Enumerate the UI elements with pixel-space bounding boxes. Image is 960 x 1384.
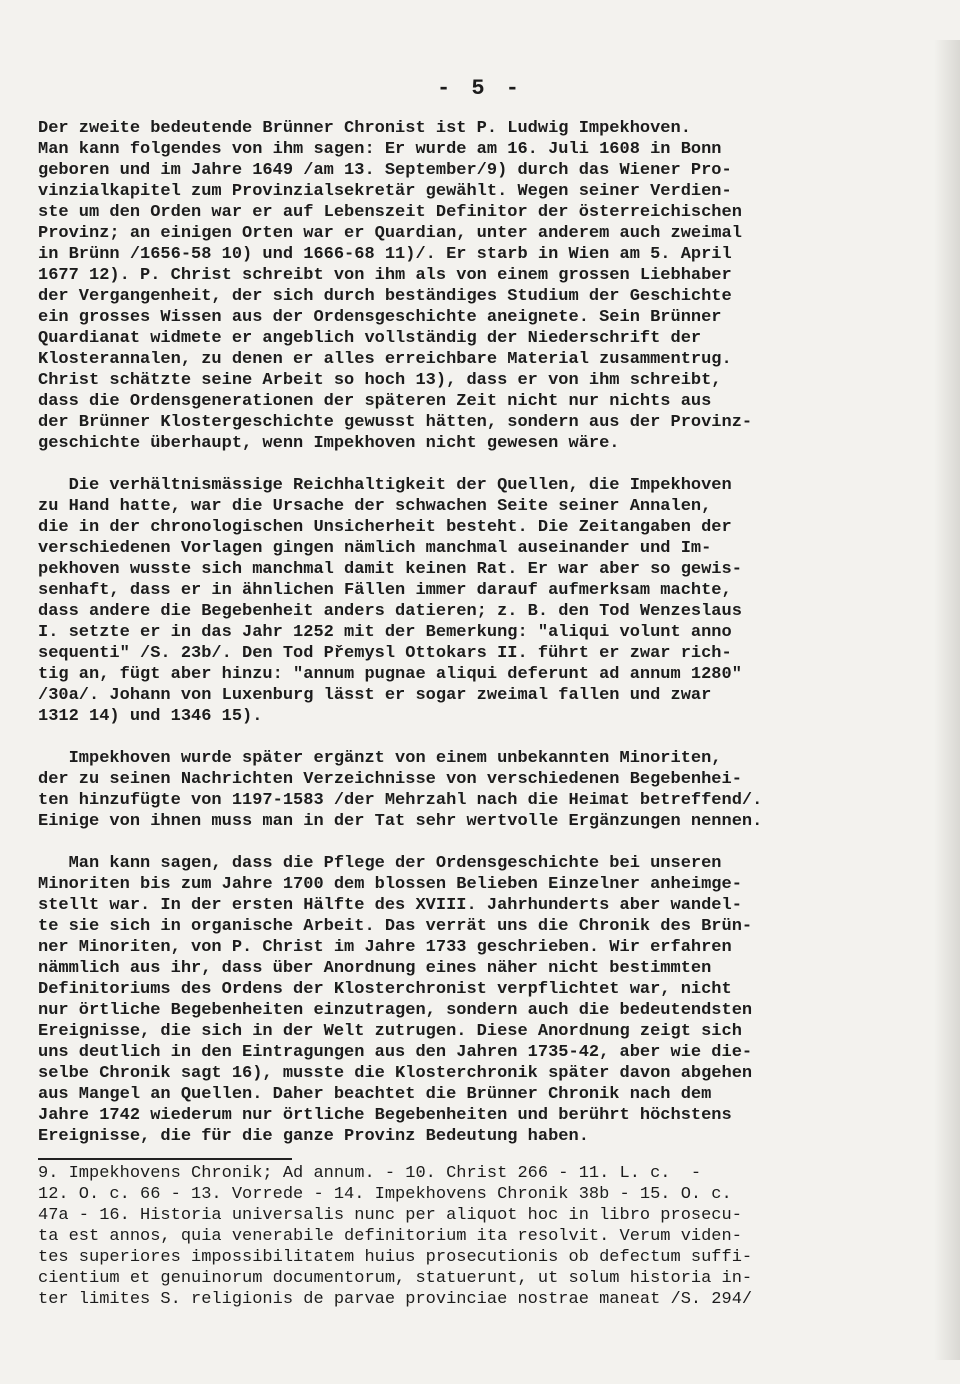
text-line: aus Mangel an Quellen. Daher beachtet die Brünner Chronik nach dem — [38, 1085, 712, 1104]
text-line: verschiedenen Vorlagen gingen nämlich manchmal auseinander und Im- — [38, 539, 712, 558]
page-edge-shadow — [934, 40, 960, 1360]
text-line: Einige von ihnen muss man in der Tat sehr wertvolle Ergänzungen nennen. — [38, 812, 763, 831]
text-line: ein grosses Wissen aus der Ordensgeschichte aneignete. Sein Brünner — [38, 308, 722, 327]
footnote-line: 9. Impekhovens Chronik; Ad annum. - 10. Christ 266 - 11. L. c. - — [38, 1164, 702, 1183]
paragraph — [38, 118, 922, 454]
footnote-line: tes superiores impossibilitatem huius prosecutionis ob defectum suffi- — [38, 1248, 753, 1267]
text-line: Minoriten bis zum Jahre 1700 dem blossen Belieben Einzelner anheimge- — [38, 875, 742, 894]
text-line: 1677 12). P. Christ schreibt von ihm als von einem grossen Liebhaber — [38, 266, 732, 285]
body-text — [38, 118, 922, 1147]
text-line: der zu seinen Nachrichten Verzeichnisse von verschiedenen Begebenhei- — [38, 770, 742, 789]
text-line: nur örtliche Begebenheiten einzutragen, sondern auch die bedeutendsten — [38, 1001, 753, 1020]
footnote-line: ta est annos, quia venerabile definitorium ita resolvit. Verum viden- — [38, 1227, 742, 1246]
text-line: Ereignisse, die sich in der Welt zutrugen. Diese Anordnung zeigt sich — [38, 1022, 742, 1041]
footnote-line: ter limites S. religionis de parvae provinciae nostrae maneat /S. 294/ — [38, 1290, 753, 1309]
text-line: nämmlich aus ihr, dass über Anordnung eines näher nicht bestimmten — [38, 959, 712, 978]
footnote-line: 12. O. c. 66 - 13. Vorrede - 14. Impekhovens Chronik 38b - 15. O. c. — [38, 1185, 732, 1204]
text-line: ner Minoriten, von P. Christ im Jahre 1733 geschrieben. Wir erfahren — [38, 938, 732, 957]
text-line: stellt war. In der ersten Hälfte des XVIII. Jahrhunderts aber wandel- — [38, 896, 742, 915]
text-line: senhaft, dass er in ähnlichen Fällen immer darauf aufmerksam machte, — [38, 581, 732, 600]
text-line: Klosterannalen, zu denen er alles erreichbare Material zusammentrug. — [38, 350, 732, 369]
text-line: I. setzte er in das Jahr 1252 mit der Bemerkung: "aliqui volunt anno — [38, 623, 732, 642]
text-line: Man kann sagen, dass die Pflege der Ordensgeschichte bei unseren — [38, 854, 722, 873]
text-line: vinzialkapitel zum Provinzialsekretär gewählt. Wegen seiner Verdien- — [38, 182, 732, 201]
paragraph — [38, 475, 922, 727]
text-line: Ereignisse, die für die ganze Provinz Bedeutung haben. — [38, 1127, 589, 1146]
page-number: - 5 - — [436, 76, 523, 101]
text-line: Provinz; an einigen Orten war er Quardian, unter anderem auch zweimal — [38, 224, 742, 243]
text-line: pekhoven wusste sich manchmal damit keinen Rat. Er war aber so gewis- — [38, 560, 742, 579]
text-line: Jahre 1742 wiederum nur örtliche Begebenheiten und berührt höchstens — [38, 1106, 732, 1125]
text-line: Der zweite bedeutende Brünner Chronist ist P. Ludwig Impekhoven. — [38, 119, 691, 138]
text-line: der Vergangenheit, der sich durch beständiges Studium der Geschichte — [38, 287, 732, 306]
text-line: te sie sich in organische Arbeit. Das verrät uns die Chronik des Brün- — [38, 917, 753, 936]
text-line: ste um den Orden war er auf Lebenszeit Definitor der österreichischen — [38, 203, 742, 222]
text-line: Die verhältnismässige Reichhaltigkeit der Quellen, die Impekhoven — [38, 476, 732, 495]
text-line: Impekhoven wurde später ergänzt von einem unbekannten Minoriten, — [38, 749, 722, 768]
paragraph — [38, 748, 922, 832]
footnote-line: 47a - 16. Historia universalis nunc per aliquot hoc in libro prosecu- — [38, 1206, 742, 1225]
paragraph — [38, 853, 922, 1147]
text-line: Quardianat widmete er angeblich vollständig der Niederschrift der — [38, 329, 702, 348]
text-line: Man kann folgendes von ihm sagen: Er wurde am 16. Juli 1608 in Bonn — [38, 140, 722, 159]
footnotes — [38, 1163, 928, 1310]
footnote-line: cientium et genuinorum documentorum, statuerunt, ut solum historia in- — [38, 1269, 753, 1288]
text-line: /30a/. Johann von Luxenburg lässt er sogar zweimal fallen und zwar — [38, 686, 712, 705]
text-line: uns deutlich in den Eintragungen aus den Jahren 1735-42, aber wie die- — [38, 1043, 753, 1062]
text-line: ten hinzufügte von 1197-1583 /der Mehrzahl nach die Heimat betreffend/. — [38, 791, 763, 810]
text-line: geschichte überhaupt, wenn Impekhoven nicht gewesen wäre. — [38, 434, 620, 453]
text-line: tig an, fügt aber hinzu: "annum pugnae aliqui deferunt ad annum 1280" — [38, 665, 742, 684]
text-line: dass andere die Begebenheit anders datieren; z. B. den Tod Wenzeslaus — [38, 602, 742, 621]
text-line: sequenti" /S. 23b/. Den Tod Přemysl Ottokars II. führt er zwar rich- — [38, 644, 732, 663]
text-line: der Brünner Klostergeschichte gewusst hätten, sondern aus der Provinz- — [38, 413, 753, 432]
text-line: dass die Ordensgenerationen der späteren Zeit nicht nur nichts aus — [38, 392, 712, 411]
text-line: selbe Chronik sagt 16), musste die Klosterchronik später davon abgehen — [38, 1064, 753, 1083]
text-line: Christ schätzte seine Arbeit so hoch 13), dass er von ihm schreibt, — [38, 371, 722, 390]
text-line: in Brünn /1656-58 10) und 1666-68 11)/. Er starb in Wien am 5. April — [38, 245, 732, 264]
text-line: zu Hand hatte, war die Ursache der schwachen Seite seiner Annalen, — [38, 497, 712, 516]
text-line: 1312 14) und 1346 15). — [38, 707, 263, 726]
text-line: Definitoriums des Ordens der Klosterchronist verpflichtet war, nicht — [38, 980, 732, 999]
text-line: geboren und im Jahre 1649 /am 13. September/9) durch das Wiener Pro- — [38, 161, 732, 180]
text-line: die in der chronologischen Unsicherheit besteht. Die Zeitangaben der — [38, 518, 732, 537]
footnote-rule — [38, 1158, 292, 1160]
